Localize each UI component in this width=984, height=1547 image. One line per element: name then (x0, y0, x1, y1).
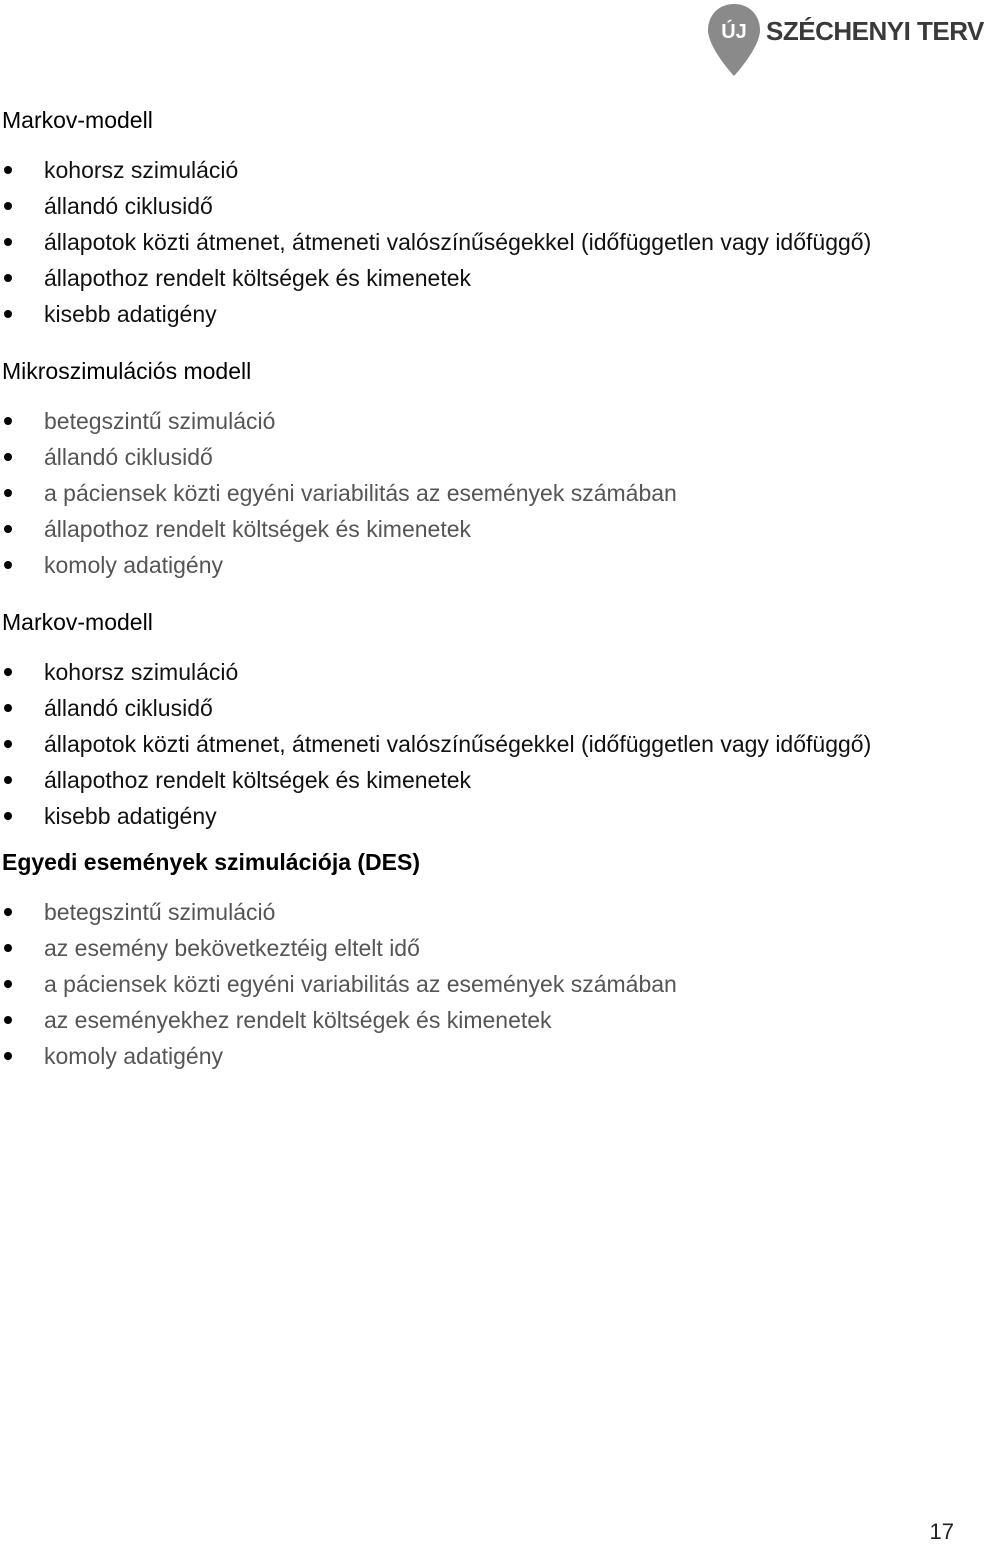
bullet-icon (4, 561, 12, 569)
list-item (0, 439, 960, 475)
list-item-text: betegszintű szimuláció (44, 408, 276, 434)
list-item (0, 930, 960, 966)
bullet-icon (4, 310, 12, 318)
bullet-icon (4, 908, 12, 916)
list-item (0, 1002, 960, 1038)
bullet-icon (4, 776, 12, 784)
bullet-icon (4, 740, 12, 748)
szechenyi-terv-logo (700, 0, 984, 80)
section-markov-1 (0, 106, 960, 357)
list-item (0, 762, 960, 798)
bullet-icon (4, 525, 12, 533)
list-item-text: kohorsz szimuláció (44, 157, 239, 183)
list-item (0, 654, 960, 690)
list-item-text: a páciensek közti egyéni variabilitás az események számában (44, 480, 677, 506)
bullet-icon (4, 489, 12, 497)
section-mikroszimulacio (0, 357, 960, 608)
bullet-icon (4, 166, 12, 174)
logo-text: SZÉCHENYI TERV (766, 16, 984, 46)
bullet-icon (4, 812, 12, 820)
section-des (0, 848, 960, 1074)
section-title: Mikroszimulációs modell (2, 358, 252, 384)
list-item-text: kisebb adatigény (44, 301, 217, 327)
bullet-list (0, 152, 960, 332)
list-item-text: komoly adatigény (44, 1043, 223, 1069)
list-item (0, 894, 960, 930)
list-item (0, 296, 960, 332)
list-item-text: állapothoz rendelt költségek és kimenetek (44, 516, 472, 542)
map-pin-icon (706, 2, 762, 78)
list-item-text: az esemény bekövetkeztéig eltelt idő (44, 935, 420, 961)
list-item-text: kisebb adatigény (44, 803, 217, 829)
list-item-text: a páciensek közti egyéni variabilitás az események számában (44, 971, 677, 997)
list-item-text: állandó ciklusidő (44, 193, 213, 219)
list-item (0, 1038, 960, 1074)
list-item (0, 547, 960, 583)
bullet-icon (4, 238, 12, 246)
bullet-icon (4, 980, 12, 988)
section-markov-2 (0, 608, 960, 848)
section-title: Egyedi események szimulációja (DES) (2, 849, 421, 875)
bullet-icon (4, 944, 12, 952)
document-body (0, 106, 960, 1074)
bullet-icon (4, 274, 12, 282)
list-item (0, 188, 960, 224)
list-item (0, 260, 960, 296)
list-item-text: az eseményekhez rendelt költségek és kimenetek (44, 1007, 552, 1033)
bullet-icon (4, 417, 12, 425)
list-item-text: állapothoz rendelt költségek és kimenetek (44, 767, 472, 793)
bullet-list (0, 654, 960, 834)
list-item-text: kohorsz szimuláció (44, 659, 239, 685)
page-number: 17 (929, 1519, 954, 1544)
list-item-text: állandó ciklusidő (44, 444, 213, 470)
bullet-list (0, 894, 960, 1074)
bullet-icon (4, 202, 12, 210)
list-item (0, 798, 960, 834)
bullet-icon (4, 1052, 12, 1060)
list-item (0, 475, 960, 511)
bullet-icon (4, 1016, 12, 1024)
list-item-text: állapothoz rendelt költségek és kimenetek (44, 265, 472, 291)
section-title: Markov-modell (2, 107, 153, 133)
list-item-text: komoly adatigény (44, 552, 223, 578)
list-item-text: betegszintű szimuláció (44, 899, 276, 925)
bullet-icon (4, 453, 12, 461)
list-item (0, 224, 960, 260)
list-item (0, 966, 960, 1002)
list-item (0, 403, 960, 439)
section-title: Markov-modell (2, 609, 153, 635)
list-item-text: állapotok közti átmenet, átmeneti valószínűségekkel (időfüggetlen vagy időfüggő) (44, 229, 872, 255)
logo-badge: ÚJ (721, 21, 747, 43)
list-item (0, 152, 960, 188)
list-item (0, 690, 960, 726)
bullet-icon (4, 704, 12, 712)
bullet-icon (4, 668, 12, 676)
bullet-list (0, 403, 960, 583)
list-item (0, 726, 960, 762)
list-item (0, 511, 960, 547)
list-item-text: állandó ciklusidő (44, 695, 213, 721)
list-item-text: állapotok közti átmenet, átmeneti valószínűségekkel (időfüggetlen vagy időfüggő) (44, 731, 872, 757)
